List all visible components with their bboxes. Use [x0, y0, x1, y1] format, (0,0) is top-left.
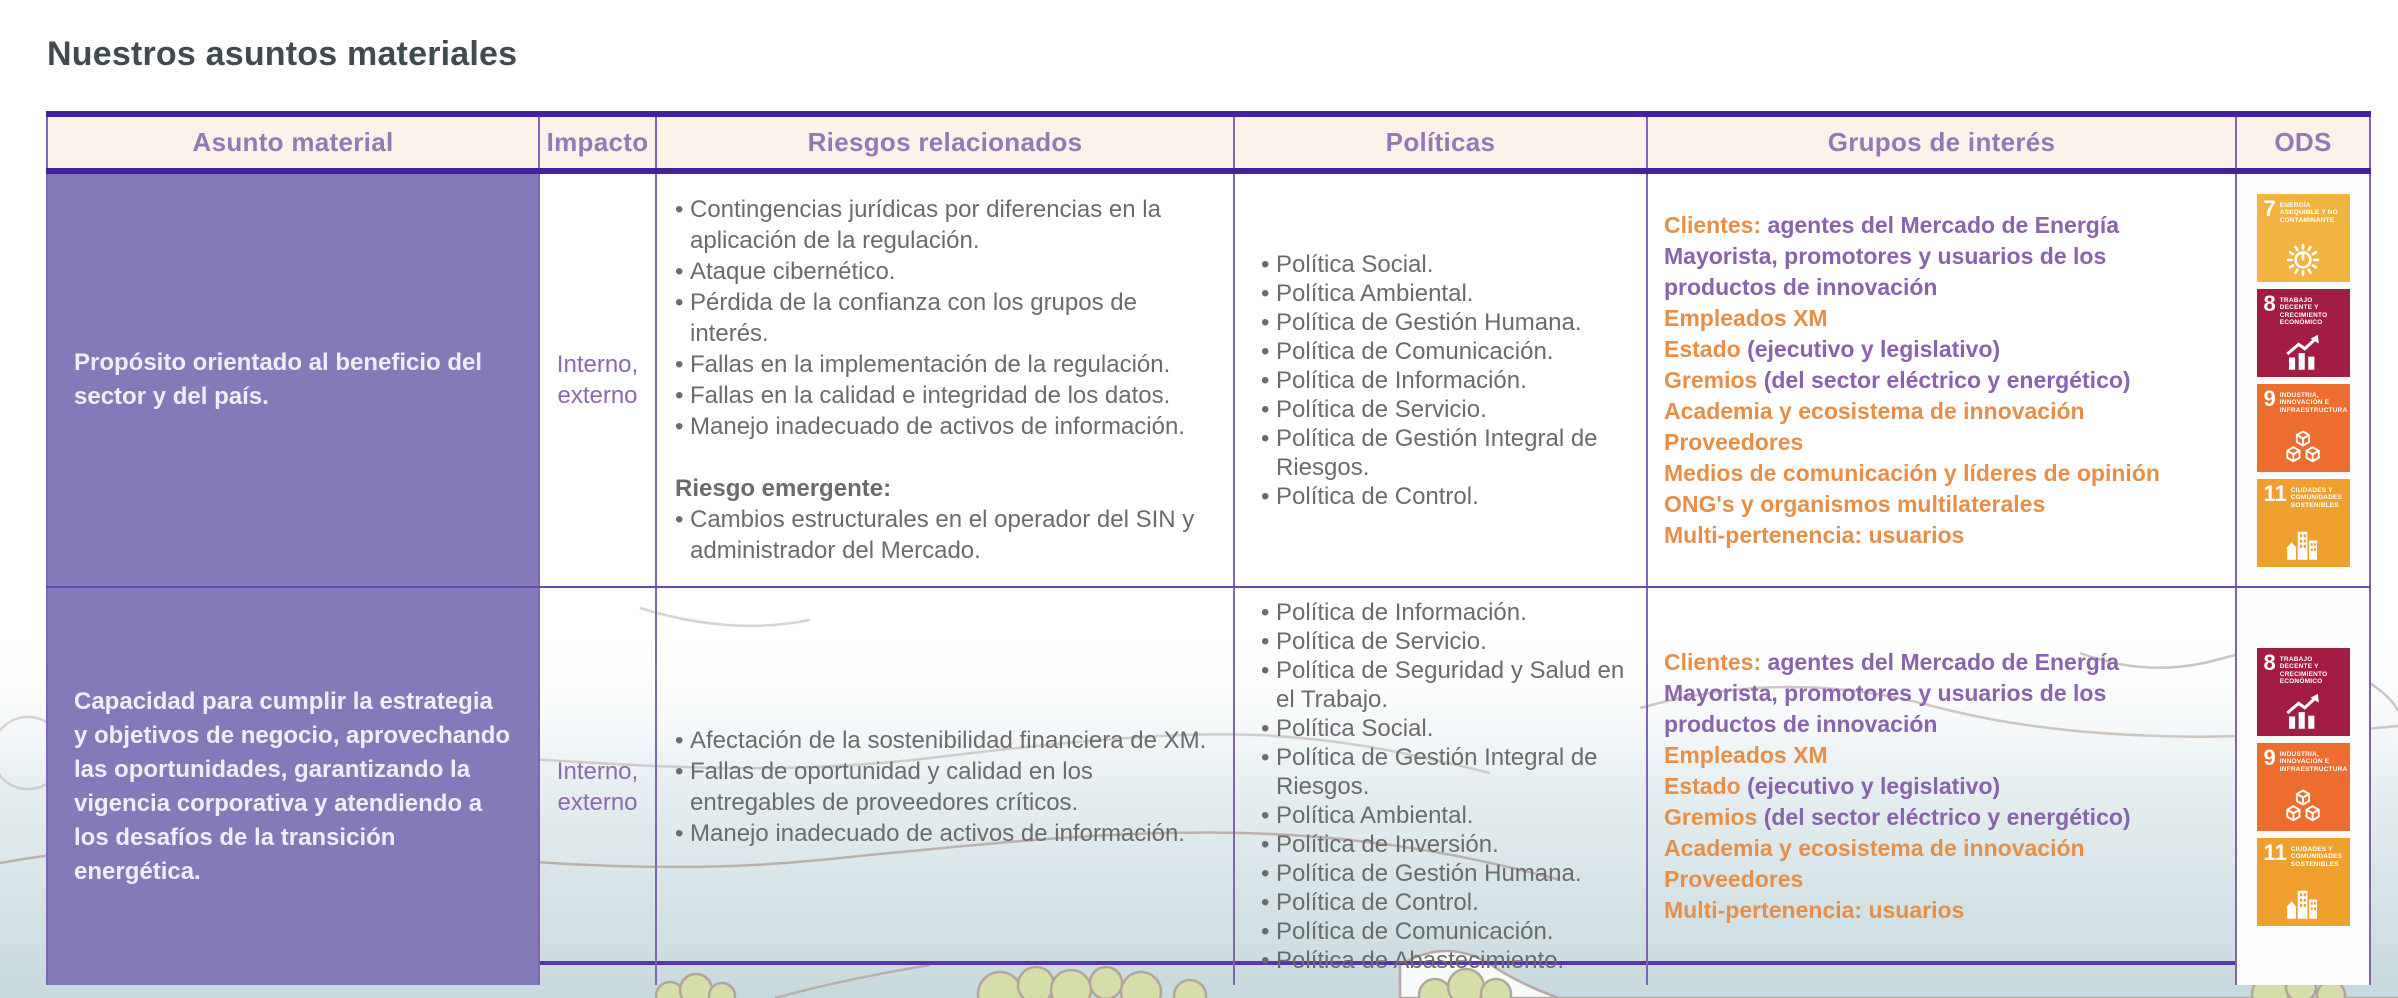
list-item	[1261, 627, 1628, 656]
politicas-list	[1261, 598, 1628, 975]
stakeholder-item	[1664, 833, 2219, 864]
bullet-icon: •	[1261, 715, 1270, 742]
bullet-icon: •	[1261, 918, 1270, 945]
bullet-icon: •	[1261, 657, 1270, 684]
list-item	[675, 287, 1215, 349]
ods-cell	[2237, 174, 2371, 586]
bullet-icon: •	[1261, 424, 1270, 452]
stakeholder-detail: agentes del Mercado de Energía Mayorista, promotores y usuarios de los productos de innovación	[1664, 649, 2120, 737]
ods-number: 7	[2263, 195, 2276, 221]
riesgos-list	[675, 725, 1215, 849]
ods-8-tile	[2257, 648, 2350, 736]
ods-title: TRABAJO DECENTE Y CRECIMIENTO ECONÓMICO	[2279, 296, 2328, 326]
bullet-icon: •	[1261, 947, 1270, 974]
ods-number: 9	[2263, 744, 2276, 770]
list-item-text: Política Ambiental.	[1276, 802, 1474, 829]
header-grupos-de-interes: Grupos de interés	[1648, 117, 2237, 168]
ods-title: INDUSTRIA, INNOVACIÓN E INFRAESTRUCTURA	[2279, 391, 2348, 414]
stakeholder-name: Clientes:	[1664, 649, 1762, 675]
bullet-icon: •	[675, 351, 684, 378]
grupos-de-interes-cell	[1648, 588, 2237, 985]
stakeholder-name: Clientes:	[1664, 211, 1762, 238]
stakeholder-item	[1664, 365, 2219, 396]
politicas-list	[1261, 250, 1628, 511]
ods-11-tile	[2257, 479, 2350, 567]
bullet-icon: •	[1261, 308, 1270, 336]
grupos-de-interes-cell	[1648, 174, 2237, 586]
ods-number: 11	[2263, 480, 2287, 506]
list-item	[1261, 395, 1628, 424]
list-item	[675, 256, 1215, 287]
sun-energy-icon	[2257, 238, 2350, 280]
asunto-material-cell	[46, 174, 540, 586]
list-item	[1261, 482, 1628, 511]
stakeholder-item	[1664, 520, 2219, 551]
list-item	[1261, 279, 1628, 308]
list-item	[1261, 917, 1628, 946]
stakeholder-item	[1664, 647, 2219, 740]
header-ods: ODS	[2237, 117, 2371, 168]
stakeholder-item	[1664, 303, 2219, 334]
bullet-icon: •	[675, 258, 684, 285]
bullet-icon: •	[675, 819, 684, 847]
bullet-icon: •	[1261, 337, 1270, 365]
list-item	[1261, 888, 1628, 917]
list-item	[1261, 743, 1628, 801]
list-item	[1261, 946, 1628, 975]
list-item	[1261, 714, 1628, 743]
list-item-text: Política de Gestión Integral de Riesgos.	[1276, 744, 1598, 800]
bullet-icon: •	[675, 413, 684, 440]
list-item-text: Fallas de oportunidad y calidad en los entregables de proveedores críticos.	[690, 757, 1093, 816]
list-item-text: Fallas en la implementación de la regulación.	[690, 351, 1171, 378]
list-item	[1261, 656, 1628, 714]
stakeholder-name: ONG's y organismos multilaterales	[1664, 490, 2046, 517]
list-item-text: Política Social.	[1276, 715, 1434, 742]
ods-number: 11	[2263, 839, 2287, 865]
bullet-icon: •	[675, 196, 684, 223]
list-item	[1261, 250, 1628, 279]
growth-chart-icon	[2257, 692, 2350, 734]
list-item-text: Política de Información.	[1276, 599, 1527, 626]
page-title: Nuestros asuntos materiales	[47, 34, 518, 73]
bullet-icon: •	[675, 757, 684, 785]
cubes-icon	[2257, 787, 2350, 829]
stakeholder-name: Empleados XM	[1664, 742, 1828, 768]
ods-title: TRABAJO DECENTE Y CRECIMIENTO ECONÓMICO	[2279, 655, 2328, 685]
stakeholder-item	[1664, 864, 2219, 895]
bullet-icon: •	[675, 382, 684, 409]
stakeholder-detail: (ejecutivo y legislativo)	[1740, 773, 2001, 799]
impacto-cell	[540, 174, 657, 586]
ods-title: INDUSTRIA, INNOVACIÓN E INFRAESTRUCTURA	[2279, 750, 2348, 773]
list-item	[675, 818, 1215, 849]
list-item	[1261, 424, 1628, 482]
bullet-icon: •	[1261, 744, 1270, 771]
list-item-text: Política de Gestión Humana.	[1276, 308, 1582, 336]
stakeholder-item	[1664, 802, 2219, 833]
bullet-icon: •	[1261, 482, 1270, 510]
header-impacto: Impacto	[540, 117, 657, 168]
list-item	[675, 411, 1215, 442]
riesgos-cell	[657, 588, 1235, 985]
list-item	[1261, 337, 1628, 366]
grupos-list	[1664, 647, 2219, 926]
bullet-icon: •	[1261, 860, 1270, 887]
header-riesgos-relacionados: Riesgos relacionados	[657, 117, 1235, 168]
list-item	[675, 349, 1215, 380]
bullet-icon: •	[1261, 802, 1270, 829]
riesgo-emergente-list	[675, 504, 1215, 566]
list-item-text: Política de Gestión Integral de Riesgos.	[1276, 424, 1598, 481]
ods-8-tile	[2257, 289, 2350, 377]
politicas-cell	[1235, 174, 1648, 586]
list-item	[675, 725, 1215, 756]
list-item	[1261, 801, 1628, 830]
table-row	[46, 588, 2371, 974]
bullet-icon: •	[1261, 395, 1270, 423]
list-item-text: Política de Servicio.	[1276, 628, 1487, 655]
stakeholder-name: Estado	[1664, 773, 1741, 799]
stakeholder-name: Empleados XM	[1664, 304, 1828, 331]
cubes-icon	[2257, 428, 2350, 470]
stakeholder-name: Gremios	[1664, 804, 1758, 830]
ods-number: 9	[2263, 385, 2276, 411]
ods-9-tile	[2257, 384, 2350, 472]
grupos-list	[1664, 210, 2219, 551]
list-item	[1261, 308, 1628, 337]
header-asunto-material: Asunto material	[46, 117, 540, 168]
list-item-text: Política de Gestión Humana.	[1276, 860, 1582, 887]
stakeholder-item	[1664, 458, 2219, 489]
list-item-text: Ataque cibernético.	[690, 258, 896, 285]
table-header-row	[46, 117, 2371, 174]
list-item	[675, 380, 1215, 411]
stakeholder-item	[1664, 210, 2219, 303]
riesgos-cell	[657, 174, 1235, 586]
list-item-text: Política de Seguridad y Salud en el Trabajo.	[1276, 657, 1625, 713]
list-item	[1261, 366, 1628, 395]
stakeholder-name: Academia y ecosistema de innovación	[1664, 835, 2085, 861]
bullet-icon: •	[1261, 628, 1270, 655]
list-item	[675, 504, 1215, 566]
riesgos-list	[675, 194, 1215, 442]
list-item-text: Contingencias jurídicas por diferencias en la aplicación de la regulación.	[690, 196, 1161, 254]
impacto-text: Interno, externo	[556, 757, 639, 816]
bullet-icon: •	[1261, 279, 1270, 307]
bullet-icon: •	[1261, 831, 1270, 858]
list-item-text: Política de Servicio.	[1276, 395, 1487, 423]
stakeholder-detail: agentes del Mercado de Energía Mayorista, promotores y usuarios de los productos de innovación	[1664, 211, 2120, 300]
list-item-text: Política de Comunicación.	[1276, 918, 1554, 945]
list-item-text: Política de Inversión.	[1276, 831, 1499, 858]
bullet-icon: •	[1261, 599, 1270, 626]
stakeholder-detail: (del sector eléctrico y energético)	[1757, 804, 2131, 830]
stakeholder-name: Multi-pertenencia: usuarios	[1664, 897, 1965, 923]
list-item-text: Cambios estructurales en el operador del SIN y administrador del Mercado.	[690, 506, 1195, 564]
stakeholder-item	[1664, 771, 2219, 802]
list-item-text: Afectación de la sostenibilidad financiera de XM.	[690, 726, 1207, 754]
stakeholder-item	[1664, 489, 2219, 520]
growth-chart-icon	[2257, 333, 2350, 375]
stakeholder-item	[1664, 895, 2219, 926]
ods-title: CIUDADES Y COMUNIDADES SOSTENIBLES	[2290, 845, 2343, 868]
asunto-material-cell	[46, 588, 540, 985]
bullet-icon: •	[675, 289, 684, 316]
list-item	[1261, 598, 1628, 627]
ods-11-tile	[2257, 838, 2350, 926]
stakeholder-item	[1664, 396, 2219, 427]
stakeholder-name: Gremios	[1664, 366, 1758, 393]
material-matters-table	[46, 111, 2371, 974]
impacto-cell	[540, 588, 657, 985]
asunto-material-text: Capacidad para cumplir la estrategia y objetivos de negocio, aprovechando las oportunidades, garantizando la vigencia corporativa y atendiendo a los desafíos de la transición energética.	[74, 687, 511, 885]
list-item-text: Fallas en la calidad e integridad de los datos.	[690, 382, 1171, 409]
stakeholder-item	[1664, 334, 2219, 365]
asunto-material-text: Propósito orientado al beneficio del sector y del país.	[74, 349, 483, 410]
list-item-text: Política Ambiental.	[1276, 279, 1474, 307]
ods-number: 8	[2263, 290, 2276, 316]
list-item	[675, 756, 1215, 818]
ods-cell	[2237, 588, 2371, 985]
ods-title: CIUDADES Y COMUNIDADES SOSTENIBLES	[2290, 486, 2343, 509]
list-item-text: Política de Comunicación.	[1276, 337, 1554, 365]
stakeholder-name: Academia y ecosistema de innovación	[1664, 397, 2085, 424]
list-item-text: Política de Control.	[1276, 889, 1479, 916]
list-item	[675, 194, 1215, 256]
stakeholder-name: Proveedores	[1664, 866, 1804, 892]
impacto-text: Interno, externo	[556, 351, 639, 409]
table-row	[46, 174, 2371, 588]
list-item-text: Pérdida de la confianza con los grupos de interés.	[690, 289, 1137, 347]
ods-9-tile	[2257, 743, 2350, 831]
list-item-text: Manejo inadecuado de activos de información.	[690, 819, 1185, 847]
bullet-icon: •	[675, 506, 684, 533]
politicas-cell	[1235, 588, 1648, 985]
ods-title: ENERGÍA ASEQUIBLE Y NO CONTAMINANTE	[2279, 201, 2338, 224]
stakeholder-item	[1664, 427, 2219, 458]
bullet-icon: •	[675, 726, 684, 754]
stakeholder-name: Medios de comunicación y líderes de opinión	[1664, 459, 2160, 486]
list-item-text: Política de Información.	[1276, 366, 1527, 394]
ods-7-tile	[2257, 194, 2350, 282]
ods-number: 8	[2263, 649, 2276, 675]
stakeholder-name: Estado	[1664, 335, 1741, 362]
stakeholder-name: Proveedores	[1664, 428, 1804, 455]
list-item-text: Política de Abastecimiento.	[1276, 947, 1565, 974]
list-item-text: Política de Control.	[1276, 482, 1479, 510]
list-item	[1261, 830, 1628, 859]
buildings-icon	[2257, 882, 2350, 924]
header-politicas: Políticas	[1235, 117, 1648, 168]
list-item	[1261, 859, 1628, 888]
bullet-icon: •	[1261, 366, 1270, 394]
bullet-icon: •	[1261, 889, 1270, 916]
buildings-icon	[2257, 523, 2350, 565]
bullet-icon: •	[1261, 250, 1270, 278]
list-item-text: Política Social.	[1276, 250, 1434, 278]
riesgo-emergente-label: Riesgo emergente:	[675, 475, 892, 502]
stakeholder-item	[1664, 740, 2219, 771]
list-item-text: Manejo inadecuado de activos de información.	[690, 413, 1185, 440]
stakeholder-detail: (del sector eléctrico y energético)	[1757, 366, 2131, 393]
stakeholder-name: Multi-pertenencia: usuarios	[1664, 521, 1965, 548]
stakeholder-detail: (ejecutivo y legislativo)	[1740, 335, 2001, 362]
